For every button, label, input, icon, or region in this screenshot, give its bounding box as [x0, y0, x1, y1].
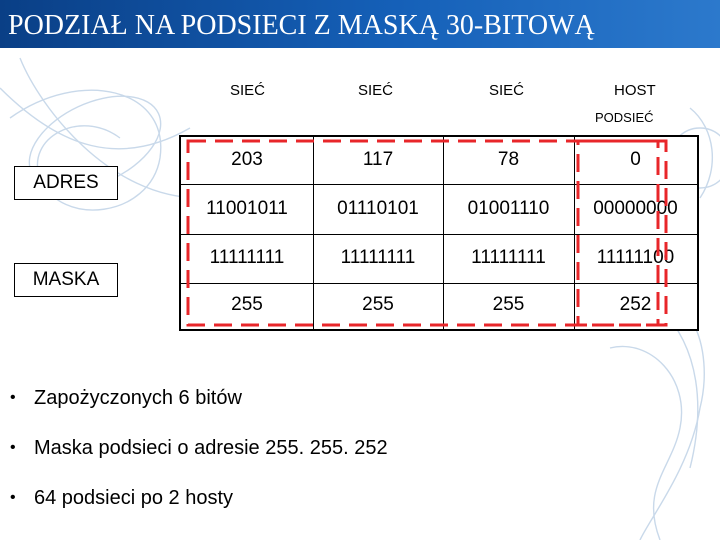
cell-mask-decimal-2: 255 [362, 294, 394, 315]
bullet-dot-icon: • [10, 389, 16, 406]
subnet-table [179, 135, 699, 331]
bullet-text: 64 podsieci po 2 hosty [34, 487, 234, 509]
slide-title: PODZIAŁ NA PODSIECI Z MASKĄ 30-BITOWĄ [8, 10, 595, 41]
cell-address-binary-1: 11001011 [206, 198, 288, 219]
table-row-divider [181, 184, 697, 185]
cell-mask-binary-2: 11111111 [340, 247, 416, 268]
bullet-text: Zapożyczonych 6 bitów [34, 387, 242, 409]
table-row-divider [181, 234, 697, 235]
cell-address-binary-4: 00000000 [593, 198, 678, 219]
bullet-dot-icon: • [10, 439, 16, 456]
cell-mask-binary-1: 11111111 [209, 247, 285, 268]
cell-address-decimal-4: 0 [630, 149, 641, 170]
cell-mask-binary-4: 11111100 [596, 247, 675, 268]
column-header-net-3: SIEĆ [489, 82, 525, 99]
bullet-dot-icon: • [10, 489, 16, 506]
cell-address-decimal-2: 117 [362, 149, 394, 170]
cell-mask-decimal-4: 252 [619, 294, 652, 315]
bullet-text: Maska podsieci o adresie 255. 255. 252 [34, 437, 388, 459]
cell-address-decimal-3: 78 [497, 149, 520, 170]
column-header-net-1: SIEĆ [230, 82, 266, 99]
title-bar [0, 0, 720, 48]
cell-mask-decimal-3: 255 [492, 294, 525, 315]
bullet-list [10, 380, 710, 530]
bullet-borrowed-bits [10, 380, 710, 430]
cell-mask-decimal-1: 255 [231, 294, 263, 315]
column-subheader-subnet: PODSIEĆ [595, 110, 654, 125]
cell-mask-binary-3: 11111111 [471, 247, 546, 268]
cell-address-binary-2: 01110101 [337, 198, 419, 219]
bullet-subnet-mask [10, 430, 710, 480]
column-header-net-2: SIEĆ [358, 82, 394, 99]
row-label-mask: MASKA [14, 263, 118, 297]
column-header-host: HOST [614, 82, 656, 99]
row-label-address: ADRES [14, 166, 118, 200]
table-row-divider [181, 283, 697, 284]
cell-address-binary-3: 01001110 [467, 198, 550, 219]
cell-address-decimal-1: 203 [231, 149, 263, 170]
bullet-subnet-count [10, 480, 710, 530]
